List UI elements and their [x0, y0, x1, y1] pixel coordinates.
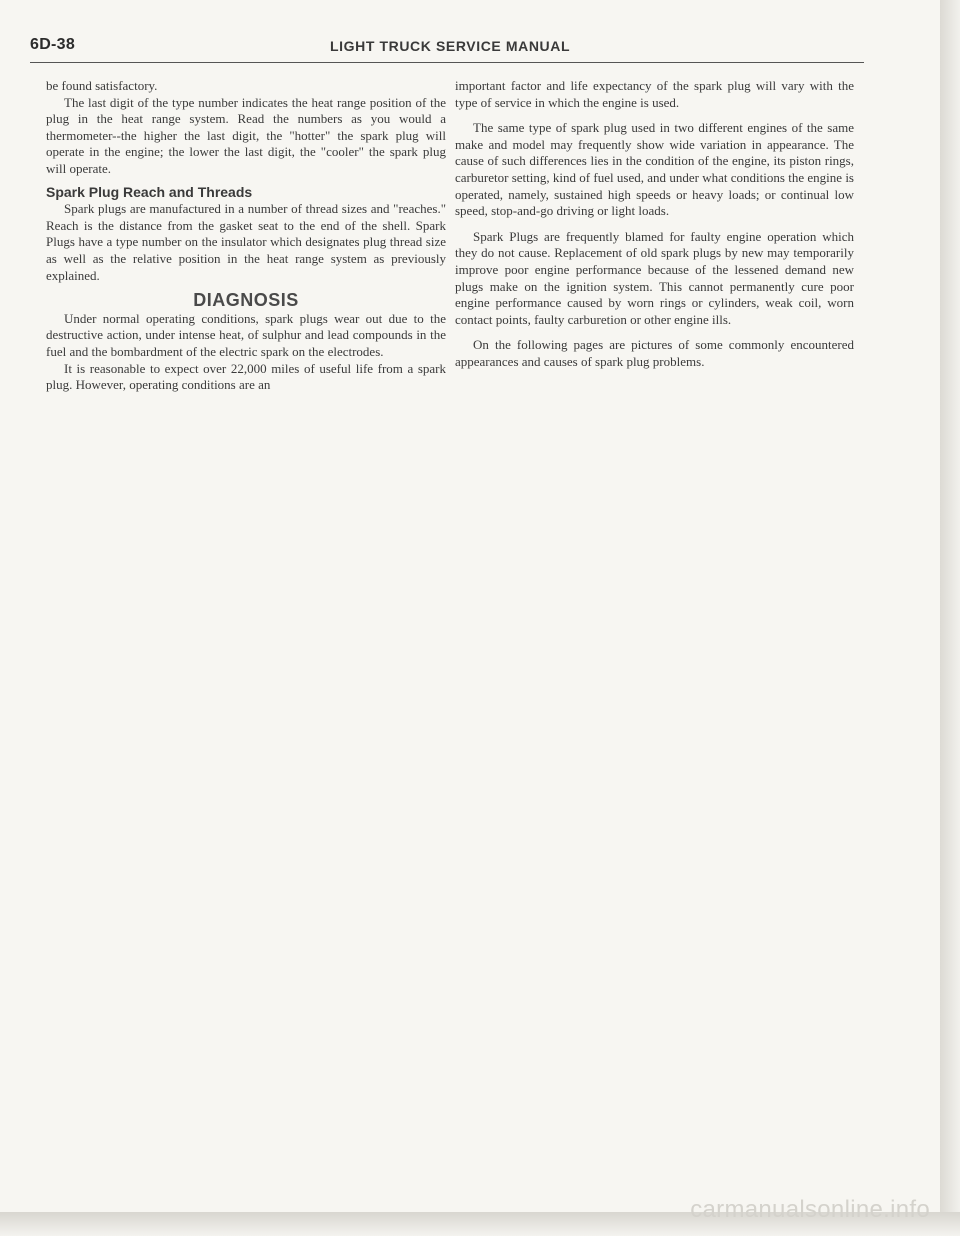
subheading: Spark Plug Reach and Threads [46, 183, 253, 200]
right-column [455, 78, 854, 371]
paragraph: Under normal operating conditions, spark plugs wear out due to the destructive action, under intense heat, of sulphur and lead compounds in the fuel and the bombardment of the electric spark on the electrodes. [46, 310, 446, 359]
page-header [30, 36, 864, 63]
left-column [46, 78, 446, 394]
paragraph: The same type of spark plug used in two different engines of the same make and model may frequently show wide variation in appearance. The cause of such differences lies in the condition of the engine, its piston rings, carburetor setting, kind of fuel used, and under what conditions the engine is operated, namely, sustained high speeds or heavy loads; or continual low speed, stop-and-go driving or light loads. [455, 120, 854, 219]
watermark: carmanualsonline.info [690, 1196, 930, 1223]
paragraph: The last digit of the type number indicates the heat range position of the plug in the heat range system. Read the numbers as you would a thermometer--the higher the last digit, the "hotter" the spark plug will operate in the engine; the lower the last digit, the "cooler" the spark plug will operate. [46, 94, 446, 176]
manual-title: LIGHT TRUCK SERVICE MANUAL [330, 38, 571, 54]
paragraph: be found satisfactory. [46, 78, 158, 93]
paragraph: On the following pages are pictures of some commonly encountered appearances and causes of spark plug problems. [455, 337, 854, 369]
page-number: 6D-38 [30, 36, 76, 53]
section-heading: DIAGNOSIS [193, 290, 299, 311]
paragraph: It is reasonable to expect over 22,000 miles of useful life from a spark plug. However, operating conditions are an [46, 360, 446, 393]
paragraph: Spark Plugs are frequently blamed for faulty engine operation which they do not cause. Replacement of old spark plugs by new may temporarily improve poor engine performance because of the lessened demand new plugs make on the ignition system. This cannot permanently cure poor engine performance caused by worn rings or cylinders, weak coil, worn contact points, faulty carburetion or other engine ills. [455, 228, 854, 327]
paragraph: Spark plugs are manufactured in a number of thread sizes and "reaches." Reach is the distance from the gasket seat to the end of the shell. Spark Plugs have a type number on the insulator which designates plug thread size as well as the relative position in the heat range system as previously explained. [46, 201, 446, 283]
page-edge-shadow [940, 0, 960, 1236]
paragraph: important factor and life expectancy of the spark plug will vary with the type of service in which the engine is used. [455, 78, 854, 110]
